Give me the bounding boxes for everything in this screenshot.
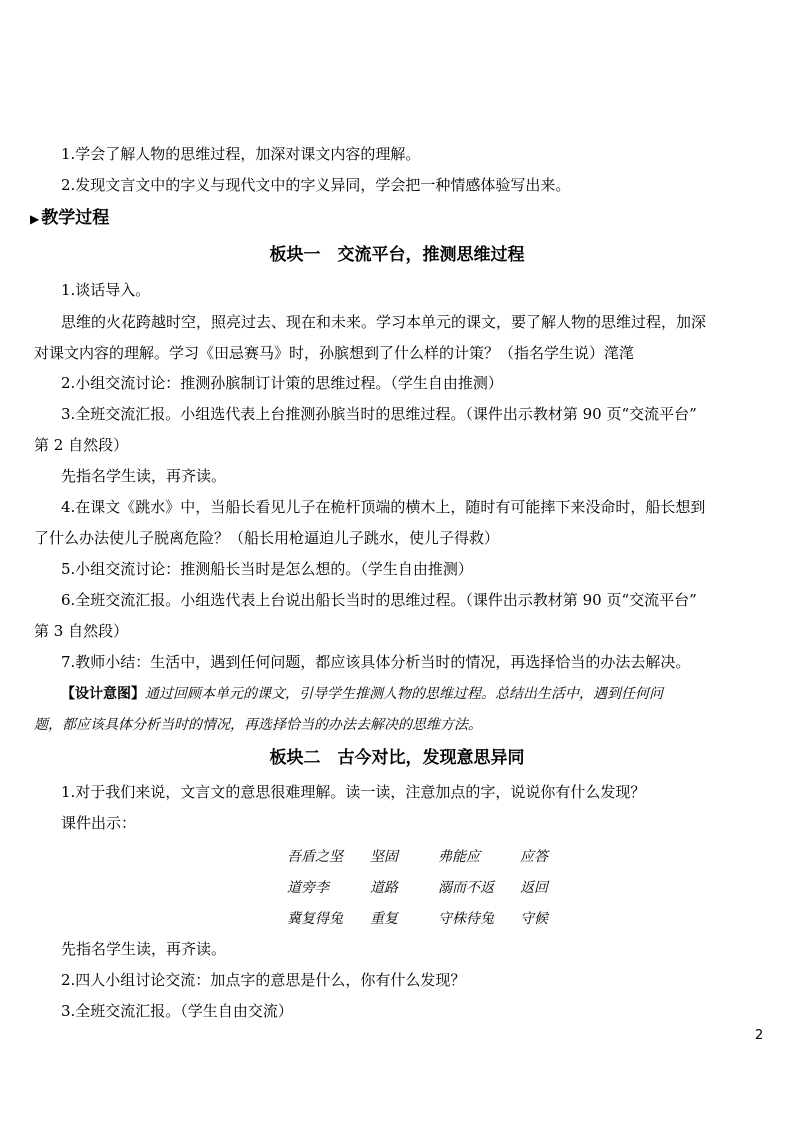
grid-cell: 守株待兔	[438, 911, 494, 927]
s1-p5: 先指名学生读，再齐读。	[61, 467, 227, 485]
s1-p9: 7.教师小结：生活中，遇到任何问题，都应该具体分析当时的情况，再选择恰当的办法去解决。	[61, 653, 691, 671]
s1-p2a: 思维的火花跨越时空，照亮过去、现在和未来。学习本单元的课文，要了解人物的思维过程，加深	[61, 313, 707, 331]
page-number: 2	[755, 1028, 764, 1043]
s1-p7: 5.小组交流讨论：推测船长当时是怎么想的。（学生自由推测）	[61, 560, 473, 578]
s1-p3: 2.小组交流讨论：推测孙膑制订计策的思维过程。（学生自由推测）	[61, 374, 503, 392]
grid-cell: 吾盾之坚	[287, 849, 343, 865]
s1-p2b: 对课文内容的理解。学习《田忌赛马》时，孙膑想到了什么样的计策？（指名学生说）滗滗	[34, 344, 635, 362]
goal-2: 2.发现文言文中的字义与现代文中的字义异同，学会把一种情感体验写出来。	[61, 176, 571, 194]
s1-p4a: 3.全班交流汇报。小组选代表上台推测孙膑当时的思维过程。（课件出示教材第 90 页“交流平台”	[61, 405, 697, 423]
grid-cell: 冀复得兔	[287, 911, 343, 927]
design-intent-cont: 题，都应该具体分析当时的情况，再选择恰当的办法去解决的思维方法。	[34, 717, 482, 733]
grid-cell: 道路	[370, 880, 398, 896]
s1-p4b: 第 2 自然段）	[34, 436, 129, 454]
s2-p5: 3.全班交流汇报。（学生自由交流）	[61, 1002, 293, 1020]
grid-cell: 弗能应	[438, 849, 480, 865]
s1-p8a: 6.全班交流汇报。小组选代表上台说出船长当时的思维过程。（课件出示教材第 90 页“交流平台”	[61, 591, 697, 609]
triangle-bullet-icon: ▶	[30, 212, 40, 226]
goal-1: 1.学会了解人物的思维过程，加深对课文内容的理解。	[61, 145, 421, 163]
design-intent-tag: 【设计意图】	[61, 686, 145, 702]
s1-p1: 1.谈话导入。	[61, 281, 151, 299]
s1-p8b: 第 3 自然段）	[34, 622, 129, 640]
s2-p2: 课件出示：	[61, 814, 137, 832]
grid-cell: 坚固	[370, 849, 398, 865]
design-intent: 【设计意图】通过回顾本单元的课文，引导学生推测人物的思维过程。总结出生活中，遇到任何问	[61, 686, 663, 702]
s2-p4: 2.四人小组讨论交流：加点字的意思是什么，你有什么发现？	[61, 971, 466, 989]
grid-cell: 道旁李	[287, 880, 329, 896]
grid-cell: 守候	[520, 911, 548, 927]
section2-title: 板块二 古今对比，发现意思异同	[269, 748, 525, 768]
section1-title: 板块一 交流平台，推测思维过程	[269, 245, 525, 265]
s2-p1: 1.对于我们来说，文言文的意思很难理解。读一读，注意加点的字，说说你有什么发现？	[61, 783, 646, 801]
process-heading: ▶ 教学过程	[30, 208, 110, 228]
grid-cell: 溺而不返	[438, 880, 494, 896]
s1-p6a: 4.在课文《跳水》中，当船长看见儿子在桅杆顶端的横木上，随时有可能摔下来没命时，船长想到	[61, 498, 706, 516]
s1-p6b: 了什么办法使儿子脱离危险？（船长用枪逼迫儿子跳水，使儿子得救）	[34, 529, 500, 547]
grid-cell: 返回	[520, 880, 548, 896]
s2-p3: 先指名学生读，再齐读。	[61, 940, 227, 958]
grid-cell: 重复	[370, 911, 398, 927]
grid-cell: 应答	[520, 849, 548, 865]
